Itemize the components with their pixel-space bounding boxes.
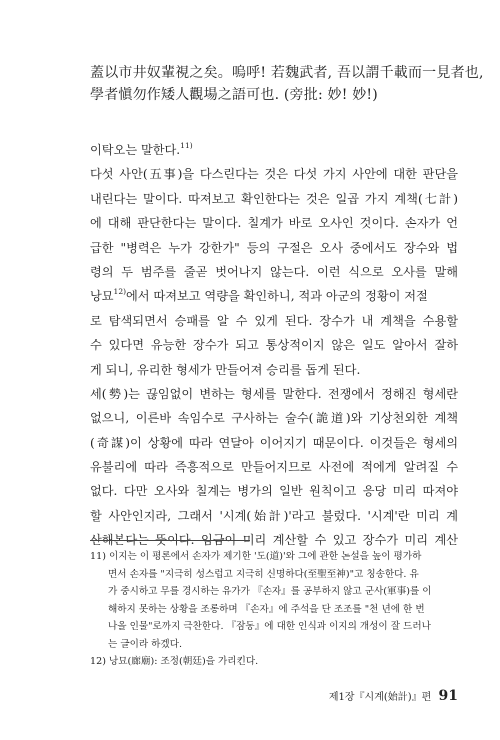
body-line: 없으니, 이른바 속임수로 구사하는 술수(詭道)와 기상천외한 계책 (90, 411, 458, 426)
body-line: 급한 "병력은 누가 강한가" 등의 구절은 오사 중에서도 장수와 법 (90, 240, 458, 255)
footnote-ref: 11) (180, 141, 193, 150)
body-line: 세(勢)는 끊임없이 변하는 형세를 말한다. 전쟁에서 정해진 형세란 (90, 386, 458, 401)
footnote-line: 11) 이지는 이 평론에서 손자가 제기한 '도(道)'와 그에 관한 논설을 높이 평가하 (90, 551, 422, 562)
classical-line: 蓋以市井奴輩視之矣。嗚呼! 若魏武者, 吾以謂千載而一見者也, (90, 65, 484, 81)
body-line: 로 탐색되면서 승패를 알 수 있게 된다. 장수가 내 계책을 수용할 (90, 313, 458, 328)
footnotes (90, 548, 458, 671)
body-line: (奇謀)이 상황에 따라 연달아 이어지기 때문이다. 이것들은 형세의 (90, 435, 458, 450)
classical-line: 學者愼勿作矮人觀場之語可也. (旁批: 妙! 妙!) (90, 87, 378, 103)
body-line: 없다. 다만 오사와 칠계는 병가의 일반 원칙이고 응당 미리 따져야 (90, 484, 458, 499)
body-line: 이탁오는 말한다.$^{11)}$ (90, 141, 193, 157)
main-body-text (90, 138, 458, 553)
footnote-line: 는 글이라 하겠다. (108, 638, 183, 650)
classical-chinese-passage (90, 62, 484, 106)
footnote-line: 12) 낭묘(廊廟): 조정(朝廷)을 가리킨다. (90, 656, 259, 667)
body-line: 유불리에 따라 즉흥적으로 만들어지므로 사전에 적에게 알려질 수 (90, 460, 458, 475)
body-line: 낭묘$^{12)}$에서 따져보고 역량을 확인하니, 적과 아군의 정황이 저절 (90, 287, 428, 304)
footnote-number: 11) (90, 551, 106, 562)
body-line: 내린다는 말이다. 따져보고 확인한다는 것은 일곱 가지 계책(七計) (90, 191, 458, 206)
page-number: 91 (438, 688, 458, 704)
footnote-line: 나올 인물"로까지 극찬한다. 『잠동』에 대한 인식과 이지의 개성이 잘 드러나 (108, 621, 431, 632)
footnote-number: 12) (90, 656, 106, 667)
footnote-divider (90, 540, 250, 541)
footnote-line: 면서 손자를 "지극히 성스럽고 지극히 신명하다(至聖至神)"고 칭송한다. 유 (108, 568, 419, 580)
body-line: 산해본다는 뜻이다. 임금이 미리 계산할 수 있고 장수가 미리 계산 (90, 533, 458, 548)
footnote-line: 해하지 못하는 상황을 조롱하며 『손자』에 주석을 단 조조를 "천 년에 한 번 (108, 603, 425, 615)
body-line: 수 있다면 유능한 장수가 되고 통상적이지 않은 일도 알아서 잘하 (90, 338, 458, 353)
body-line: 에 대해 판단한다는 말이다. 칠계가 바로 오사인 것이다. 손자가 언 (90, 216, 458, 231)
footnote-line: 가 중시하고 무를 경시하는 유가가 『손자』를 공부하지 않고 군사(軍事)를 이 (108, 586, 432, 597)
running-footer (329, 688, 458, 704)
body-line: 령의 두 범주를 줄곧 벗어나지 않는다. 이런 식으로 오사를 말해 (90, 264, 458, 279)
body-line: 게 되니, 유리한 형세가 만들어져 승리를 돕게 된다. (90, 362, 361, 377)
chapter-title: 제1장『시계(始計)』편 (328, 692, 432, 703)
body-line: 다섯 사안(五事)을 다스린다는 것은 다섯 가지 사안에 대한 판단을 (90, 167, 458, 182)
body-line: 할 사안인지라, 그래서 '시계(始計)'라고 불렀다. '시계'란 미리 계 (90, 508, 458, 523)
footnote-ref: 12) (113, 287, 127, 297)
